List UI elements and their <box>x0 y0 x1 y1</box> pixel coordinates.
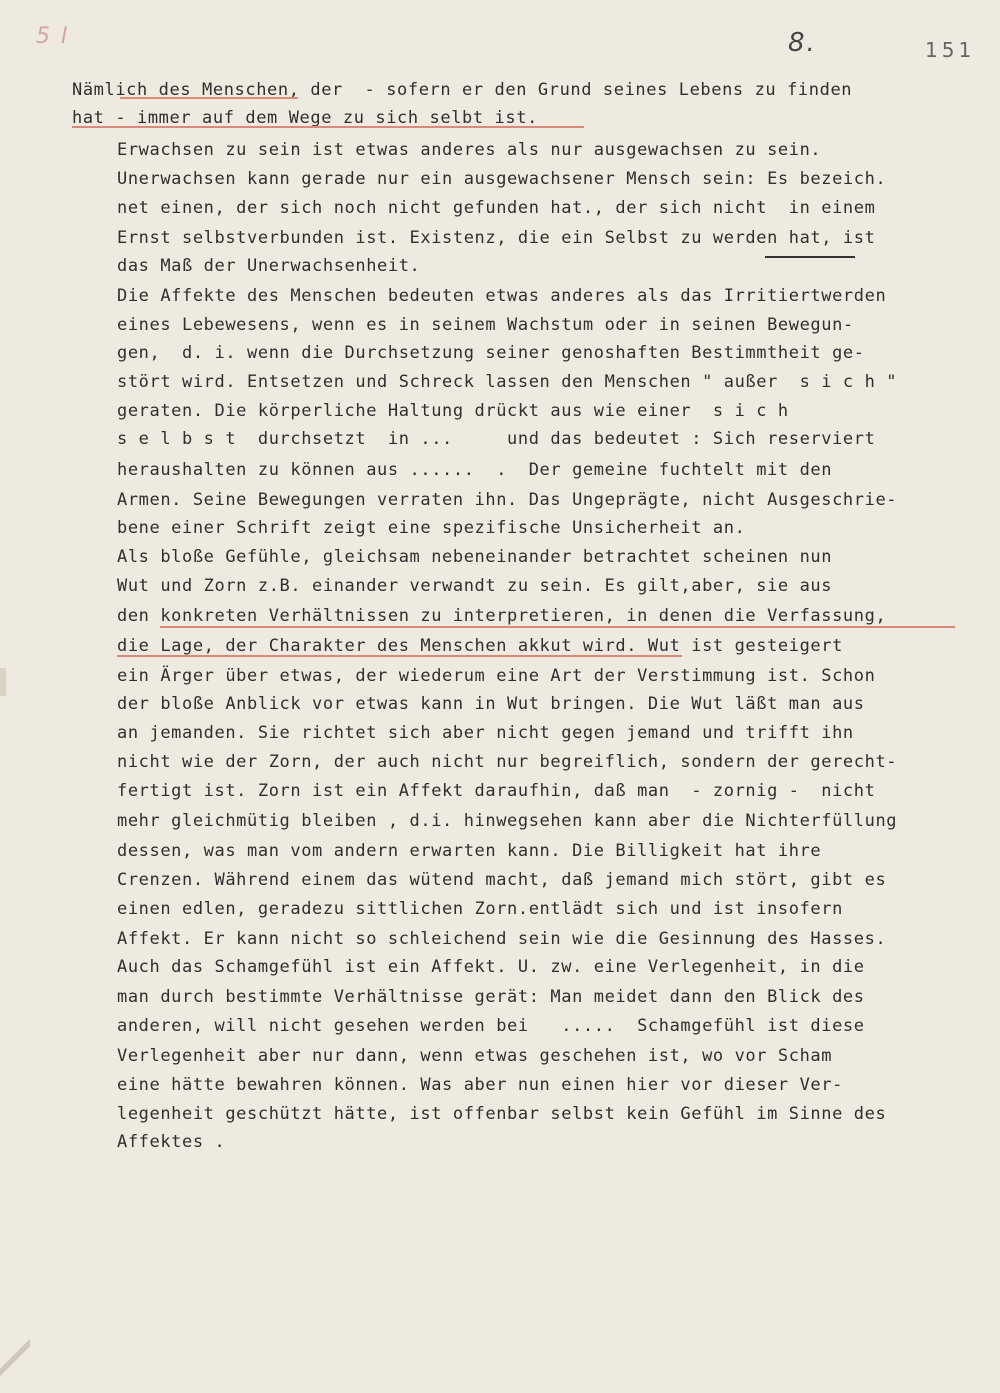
text-line: Wut und Zorn z.B. einander verwandt zu sein. Es gilt,aber, sie aus <box>117 576 833 596</box>
text-line: Verlegenheit aber nur dann, wenn etwas geschehen ist, wo vor Scham <box>117 1046 833 1066</box>
text-line: fertigt ist. Zorn ist ein Affekt daraufhin, daß man - zornig - nicht <box>117 781 876 801</box>
text-line: das Maß der Unerwachsenheit. <box>117 256 421 276</box>
text-line: eine hätte bewahren können. Was aber nun einen hier vor dieser Ver- <box>117 1075 843 1095</box>
text-line: Ernst selbstverbunden ist. Existenz, die ein Selbst zu werden hat, ist <box>117 228 876 248</box>
text-line: eines Lebewesens, wenn es in seinem Wachstum oder in seinen Bewegun- <box>117 315 854 335</box>
red-underline <box>117 655 682 657</box>
text-line: net einen, der sich noch nicht gefunden hat., der sich nicht in einem <box>117 198 876 218</box>
red-underline <box>72 126 584 128</box>
text-line: Als bloße Gefühle, gleichsam nebeneinander betrachtet scheinen nun <box>117 547 833 567</box>
text-line: nicht wie der Zorn, der auch nicht nur begreiflich, sondern der gerecht- <box>117 752 898 772</box>
text-line: Erwachsen zu sein ist etwas anderes als nur ausgewachsen zu sein. <box>117 140 822 160</box>
text-line: s e l b s t durchsetzt in ... und das bedeutet : Sich reserviert <box>117 429 876 449</box>
text-line: ein Ärger über etwas, der wiederum eine Art der Verstimmung ist. Schon <box>117 666 876 686</box>
text-line: Unerwachsen kann gerade nur ein ausgewachsener Mensch sein: Es bezeich. <box>117 169 887 189</box>
text-line: Nämlich des Menschen, der - sofern er den Grund seines Lebens zu finden <box>72 80 853 100</box>
text-line: die Lage, der Charakter des Menschen akkut wird. Wut ist gesteigert <box>117 636 843 656</box>
paper-fold-mark <box>0 668 6 696</box>
text-line: legenheit geschützt hätte, ist offenbar selbst kein Gefühl im Sinne des <box>117 1104 887 1124</box>
text-line: Die Affekte des Menschen bedeuten etwas anderes als das Irritiertwerden <box>117 286 887 306</box>
dark-underline <box>765 256 855 258</box>
text-line: geraten. Die körperliche Haltung drückt aus wie einer s i c h <box>117 401 789 421</box>
red-underline <box>120 97 298 99</box>
text-line: dessen, was man vom andern erwarten kann. Die Billigkeit hat ihre <box>117 841 822 861</box>
text-line: hat - immer auf dem Wege zu sich selbt ist. <box>72 108 538 128</box>
paper-corner-mark <box>0 1333 30 1393</box>
margin-note-page-number: 8. <box>788 28 817 58</box>
text-line: stört wird. Entsetzen und Schreck lassen den Menschen " außer s i c h " <box>117 372 898 392</box>
text-line: gen, d. i. wenn die Durchsetzung seiner genoshaften Bestimmtheit ge- <box>117 343 865 363</box>
text-line: Auch das Schamgefühl ist ein Affekt. U. zw. eine Verlegenheit, in die <box>117 957 865 977</box>
text-line: anderen, will nicht gesehen werden bei ..... Schamgefühl ist diese <box>117 1016 865 1036</box>
text-line: an jemanden. Sie richtet sich aber nicht gegen jemand und trifft ihn <box>117 723 854 743</box>
text-line: einen edlen, geradezu sittlichen Zorn.entlädt sich und ist insofern <box>117 899 843 919</box>
text-line: heraushalten zu können aus ...... . Der gemeine fuchtelt mit den <box>117 460 833 480</box>
text-line: Armen. Seine Bewegungen verraten ihn. Das Ungeprägte, nicht Ausgeschrie- <box>117 490 898 510</box>
text-line: Affekt. Er kann nicht so schleichend sein wie die Gesinnung des Hasses. <box>117 929 887 949</box>
margin-note-folio: 151 <box>925 38 976 62</box>
text-line: bene einer Schrift zeigt eine spezifische Unsicherheit an. <box>117 518 746 538</box>
text-line: mehr gleichmütig bleiben , d.i. hinwegsehen kann aber die Nichterfüllung <box>117 811 898 831</box>
text-line: Affektes . <box>117 1132 226 1152</box>
text-line: den konkreten Verhältnissen zu interpretieren, in denen die Verfassung, <box>117 606 887 626</box>
text-line: der bloße Anblick vor etwas kann in Wut bringen. Die Wut läßt man aus <box>117 694 865 714</box>
text-line: Crenzen. Während einem das wütend macht, daß jemand mich stört, gibt es <box>117 870 887 890</box>
text-line: man durch bestimmte Verhältnisse gerät: Man meidet dann den Blick des <box>117 987 865 1007</box>
margin-note-left: 5 I <box>36 24 70 49</box>
red-underline <box>160 626 955 628</box>
